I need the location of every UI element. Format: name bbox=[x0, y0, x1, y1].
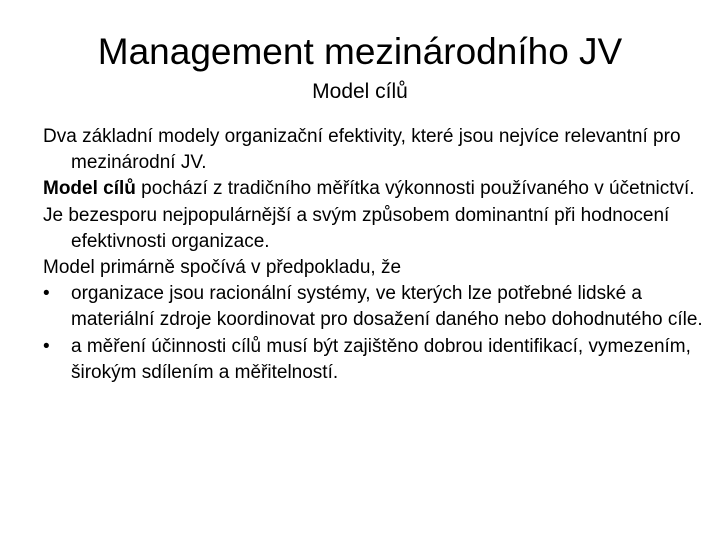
bullet-item bbox=[43, 281, 711, 333]
bullet-marker: • bbox=[43, 283, 50, 305]
slide-title: Management mezinárodního JV bbox=[97, 31, 623, 72]
model-origin-text: pochází z tradičního měřítka výkonnosti používaného v účetnictví. bbox=[135, 178, 695, 200]
slide-body bbox=[43, 124, 711, 386]
paragraph-model-origin bbox=[43, 176, 711, 202]
paragraph-intro: Dva základní modely organizační efektivity, které jsou nejvíce relevantní pro mezinárodní JV. bbox=[43, 126, 681, 174]
bullet-marker: • bbox=[43, 335, 50, 357]
paragraph-popularity: Je bezesporu nejpopulárnější a svým způsobem dominantní při hodnocení efektivnosti organizace. bbox=[43, 204, 670, 252]
slide-subtitle: Model cílů bbox=[312, 80, 408, 103]
bullet-text: organizace jsou racionální systémy, ve kterých lze potřebné lidské a materiální zdroje koordinovat pro dosažení daného nebo dohodnutého cíle. bbox=[71, 283, 703, 331]
bullet-text: a měření účinnosti cílů musí být zajištěno dobrou identifikací, vymezením, širokým sdílením a měřitelností. bbox=[71, 335, 691, 383]
paragraph-assumption: Model primárně spočívá v předpokladu, že bbox=[43, 257, 402, 279]
bullet-item bbox=[43, 334, 711, 386]
model-term: Model cílů bbox=[43, 178, 136, 200]
